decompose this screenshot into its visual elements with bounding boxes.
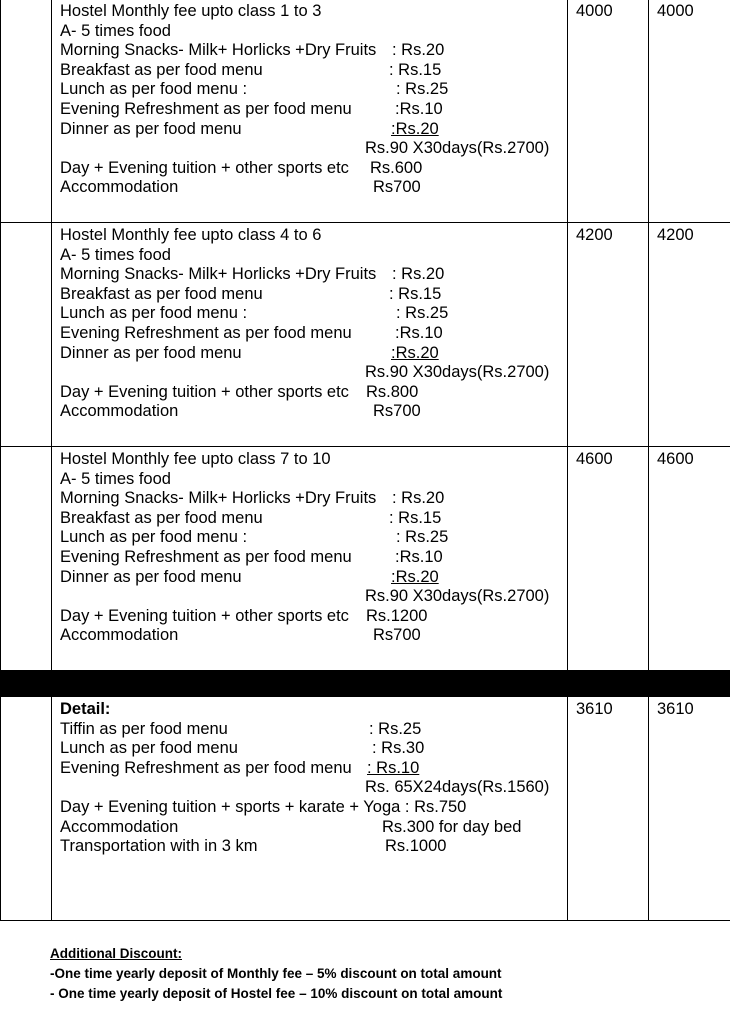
fee-line-value: Rs.600 (370, 158, 423, 177)
fee-line-label: Morning Snacks- Milk+ Horlicks +Dry Fruits (60, 265, 377, 284)
fee-line-value: : Rs.25 (396, 304, 449, 323)
additional-discount-heading: Additional Discount: (50, 946, 182, 961)
fee-line (60, 61, 567, 81)
fee-line-label: Lunch as per food menu : (60, 304, 248, 323)
fee-line-value: :Rs.20 (391, 343, 439, 362)
fee-subtotal: Rs.90 X30days(Rs.2700) (365, 139, 550, 158)
row-blank-cell (1, 447, 52, 671)
fee-line-label: Accommodation (60, 626, 179, 645)
fee-line-label: Evening Refreshment as per food menu (60, 99, 352, 118)
fee-line (60, 720, 567, 740)
fee-line-value: : Rs.20 (392, 265, 445, 284)
fee-subtotal-line (60, 587, 567, 607)
fee-line-label: Tiffin as per food menu (60, 719, 228, 738)
fee-subtotal: Rs.90 X30days(Rs.2700) (365, 363, 550, 382)
fee-amount: 4600 (576, 450, 613, 468)
fee-title: Hostel Monthly fee upto class 4 to 6 (60, 226, 322, 244)
fee-line (60, 178, 567, 198)
fee-line (60, 285, 567, 305)
fee-line (60, 324, 567, 344)
fee-line-value: :Rs.10 (395, 99, 443, 118)
fee-line-label: Evening Refreshment as per food menu (60, 547, 352, 566)
fee-line-label: Accommodation (60, 402, 179, 421)
fee-line-value: : Rs.15 (389, 508, 442, 527)
fee-line-value: : Rs.30 (372, 739, 425, 758)
detail-subtotal-line (60, 778, 567, 798)
fee-line (60, 626, 567, 646)
fee-amount: 4600 (657, 450, 694, 468)
detail-description-cell (52, 697, 568, 921)
fee-line-value: Rs.1200 (366, 606, 428, 625)
fee-line-label: Breakfast as per food menu (60, 60, 263, 79)
fee-line-value: :Rs.10 (395, 547, 443, 566)
fee-description-cell (52, 447, 568, 671)
fee-line-label: Day + Evening tuition + other sports etc (60, 158, 349, 177)
detail-activities: Day + Evening tuition + sports + karate + Yoga : Rs.750 (60, 797, 467, 816)
fee-row (1, 223, 730, 447)
fee-line-value: :Rs.10 (395, 323, 443, 342)
fee-line-value: Rs.300 for day bed (382, 817, 522, 836)
fee-subtitle: A- 5 times food (60, 245, 171, 264)
fee-line-value: :Rs.20 (391, 567, 439, 586)
fee-subtitle: A- 5 times food (60, 21, 171, 40)
fee-line (60, 100, 567, 120)
detail-row (1, 697, 730, 921)
fee-description-cell (52, 223, 568, 447)
fee-line (60, 80, 567, 100)
fee-line-label: Evening Refreshment as per food menu (60, 758, 352, 777)
fee-line (60, 402, 567, 422)
fee-subtotal-line (60, 363, 567, 383)
fee-line (60, 837, 567, 857)
separator-cell (649, 671, 730, 697)
fee-amount-cell (568, 447, 649, 671)
fee-amount: 4000 (576, 2, 613, 20)
fee-line-label: Dinner as per food menu (60, 119, 242, 138)
fee-line-value: Rs.800 (366, 382, 419, 401)
row-blank-cell (1, 697, 52, 921)
fee-amount-cell (649, 223, 730, 447)
fee-line-label: Day + Evening tuition + other sports etc (60, 382, 349, 401)
fee-line (60, 759, 567, 779)
fee-line-label: Morning Snacks- Milk+ Horlicks +Dry Fruits (60, 41, 377, 60)
fee-line (60, 383, 567, 403)
fee-line-label: Lunch as per food menu : (60, 80, 248, 99)
fee-line-value: :Rs.20 (391, 119, 439, 138)
fee-line (60, 159, 567, 179)
separator-cell (52, 671, 568, 697)
fee-line (60, 528, 567, 548)
detail-subtotal: Rs. 65X24days(Rs.1560) (365, 778, 550, 797)
detail-description (52, 697, 567, 857)
fee-line-label: Dinner as per food menu (60, 567, 242, 586)
fee-line-value: : Rs.15 (389, 60, 442, 79)
fee-line-label: Day + Evening tuition + other sports etc (60, 606, 349, 625)
fee-amount-cell (649, 447, 730, 671)
fee-line (60, 265, 567, 285)
fee-line-value: : Rs.20 (392, 41, 445, 60)
fee-subtotal: Rs.90 X30days(Rs.2700) (365, 587, 550, 606)
fee-description-cell (52, 0, 568, 223)
separator-row (1, 671, 730, 697)
fee-line-label: Accommodation (60, 178, 179, 197)
fee-row (1, 447, 730, 671)
fee-line-label: Breakfast as per food menu (60, 508, 263, 527)
fee-line-value: : Rs.25 (369, 719, 422, 738)
fee-line-value: Rs.1000 (385, 837, 447, 856)
fee-title: Hostel Monthly fee upto class 1 to 3 (60, 2, 322, 20)
fee-line-label: Transportation with in 3 km (60, 837, 258, 856)
fee-line-label: Lunch as per food menu : (60, 528, 248, 547)
fee-line (60, 41, 567, 61)
fee-title: Hostel Monthly fee upto class 7 to 10 (60, 450, 331, 468)
fee-amount: 4000 (657, 2, 694, 20)
separator-cell (1, 671, 52, 697)
fee-line-value: : Rs.25 (396, 528, 449, 547)
discount-line-hostel: - One time yearly deposit of Hostel fee – 10% discount on total amount (50, 986, 503, 1001)
separator-cell (568, 671, 649, 697)
fee-line (60, 509, 567, 529)
fee-line-value: : Rs.25 (396, 80, 449, 99)
detail-heading: Detail: (60, 700, 111, 718)
fee-description (52, 447, 567, 646)
fee-subtitle: A- 5 times food (60, 469, 171, 488)
discount-line-monthly: -One time yearly deposit of Monthly fee – 5% discount on total amount (50, 966, 502, 981)
fee-line-value: Rs700 (373, 626, 421, 645)
fee-line (60, 548, 567, 568)
fee-line-label: Accommodation (60, 817, 179, 836)
fee-line (60, 344, 567, 364)
fee-subtotal-line (60, 139, 567, 159)
fee-line-value: Rs700 (373, 178, 421, 197)
detail-amount-cell (568, 697, 649, 921)
fee-description (52, 223, 567, 422)
fee-amount-cell (568, 223, 649, 447)
fee-line (60, 489, 567, 509)
detail-amount-cell (649, 697, 730, 921)
fee-line-label: Breakfast as per food menu (60, 284, 263, 303)
fee-amount: 4200 (576, 226, 613, 244)
detail-amount: 3610 (576, 700, 613, 718)
detail-amount: 3610 (657, 700, 694, 718)
row-blank-cell (1, 223, 52, 447)
fee-description (52, 0, 567, 198)
fee-line (60, 120, 567, 140)
fee-amount-cell (649, 0, 730, 223)
additional-discount (50, 944, 502, 1004)
fee-line-label: Morning Snacks- Milk+ Horlicks +Dry Fruits (60, 489, 377, 508)
fee-line-value: : Rs.10 (367, 758, 420, 777)
fee-line-value: Rs700 (373, 402, 421, 421)
fee-line-value: : Rs.20 (392, 489, 445, 508)
fee-line-value: : Rs.15 (389, 284, 442, 303)
fee-line (60, 304, 567, 324)
fee-line-label: Lunch as per food menu (60, 739, 238, 758)
fee-line-label: Dinner as per food menu (60, 343, 242, 362)
row-blank-cell (1, 0, 52, 223)
fee-amount-cell (568, 0, 649, 223)
fee-row (1, 0, 730, 223)
fee-line (60, 568, 567, 588)
fee-amount: 4200 (657, 226, 694, 244)
fee-line-label: Evening Refreshment as per food menu (60, 323, 352, 342)
fee-line (60, 818, 567, 838)
fee-line (60, 739, 567, 759)
fee-line (60, 607, 567, 627)
